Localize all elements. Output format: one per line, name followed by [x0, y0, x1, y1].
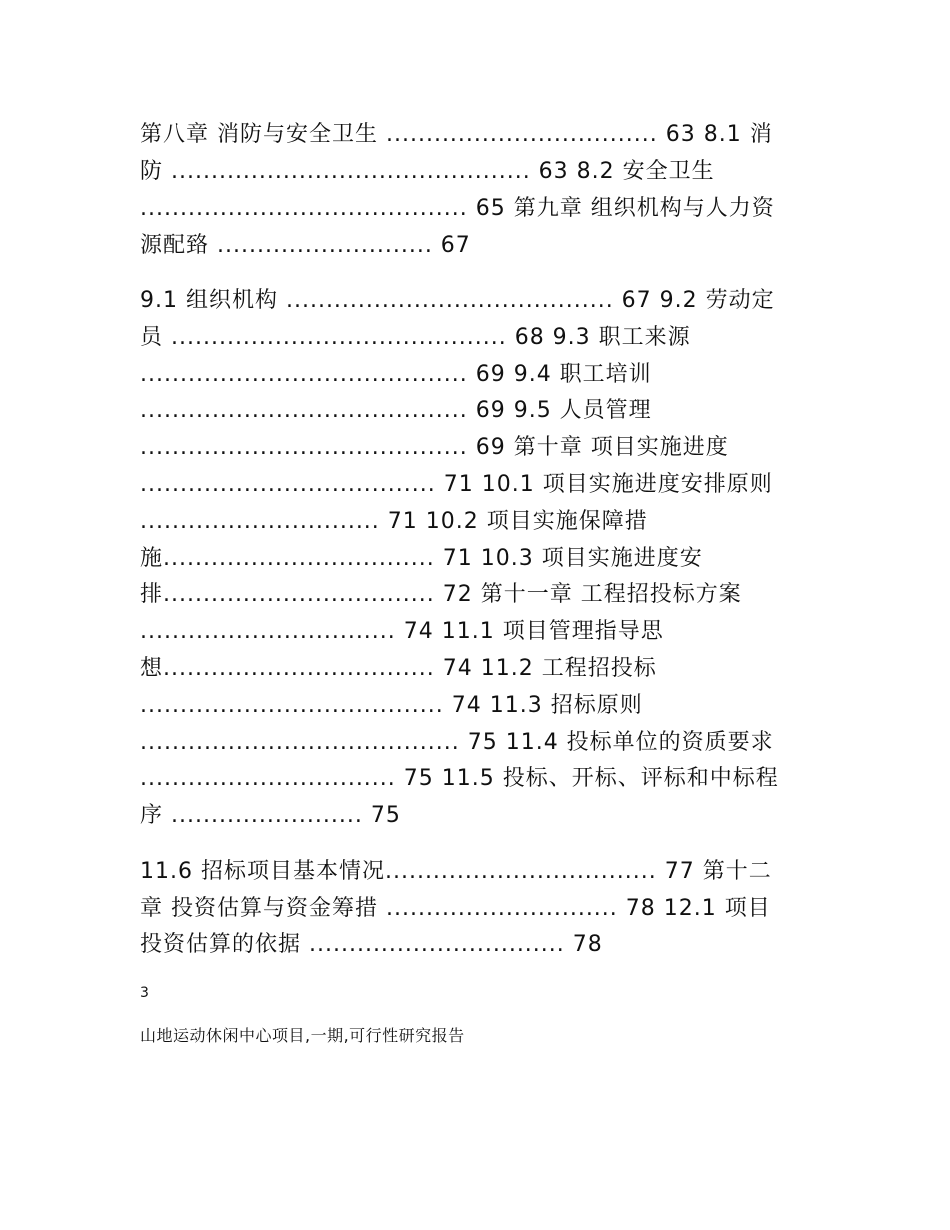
toc-line: 防 ............................................. 63 8.2 安全卫生: [140, 159, 715, 184]
toc-line: 员 .......................................... 68 9.3 职工来源: [140, 325, 691, 350]
toc-line: ...................................... 74 11.3 招标原则: [140, 693, 643, 718]
toc-line: ......................................... 65 第九章 组织机构与人力资: [140, 196, 775, 221]
toc-line: 投资估算的依据 ................................ 78: [140, 932, 603, 957]
toc-line: ..................................... 71 10.1 项目实施进度安排原则: [140, 472, 773, 497]
toc-line: ........................................ 75 11.4 投标单位的资质要求: [140, 730, 774, 755]
toc-line: 施.................................. 71 10.3 项目实施进度安: [140, 546, 703, 571]
toc-line: 11.6 招标项目基本情况.................................. 77 第十二: [140, 859, 772, 884]
toc-line: .............................. 71 10.2 项目实施保障措: [140, 509, 648, 534]
page-number: 3: [140, 985, 149, 1001]
toc-line: ................................ 74 11.1 项目管理指导思: [140, 619, 664, 644]
toc-line: ......................................... 69 第十章 项目实施进度: [140, 435, 729, 460]
toc-line: 9.1 组织机构 ......................................... 67 9.2 劳动定: [140, 288, 775, 313]
toc-line: 序 ........................ 75: [140, 803, 401, 828]
toc-line: 第八章 消防与安全卫生 .................................. 63 8.1 消: [140, 122, 773, 147]
document-footer: 山地运动休闲中心项目,一期,可行性研究报告: [140, 1026, 465, 1045]
toc-line: ......................................... 69 9.4 职工培训: [140, 362, 652, 387]
toc-line: 排.................................. 72 第十一章 工程招投标方案: [140, 582, 742, 607]
toc-line: 想.................................. 74 11.2 工程招投标: [140, 656, 657, 681]
toc-line: ......................................... 69 9.5 人员管理: [140, 398, 652, 423]
toc-line: 章 投资估算与资金筹措 ............................. 78 12.1 项目: [140, 896, 771, 921]
toc-line: ................................ 75 11.5 投标、开标、评标和中标程: [140, 766, 779, 791]
toc-line: 源配臵 ........................... 67: [140, 233, 471, 258]
